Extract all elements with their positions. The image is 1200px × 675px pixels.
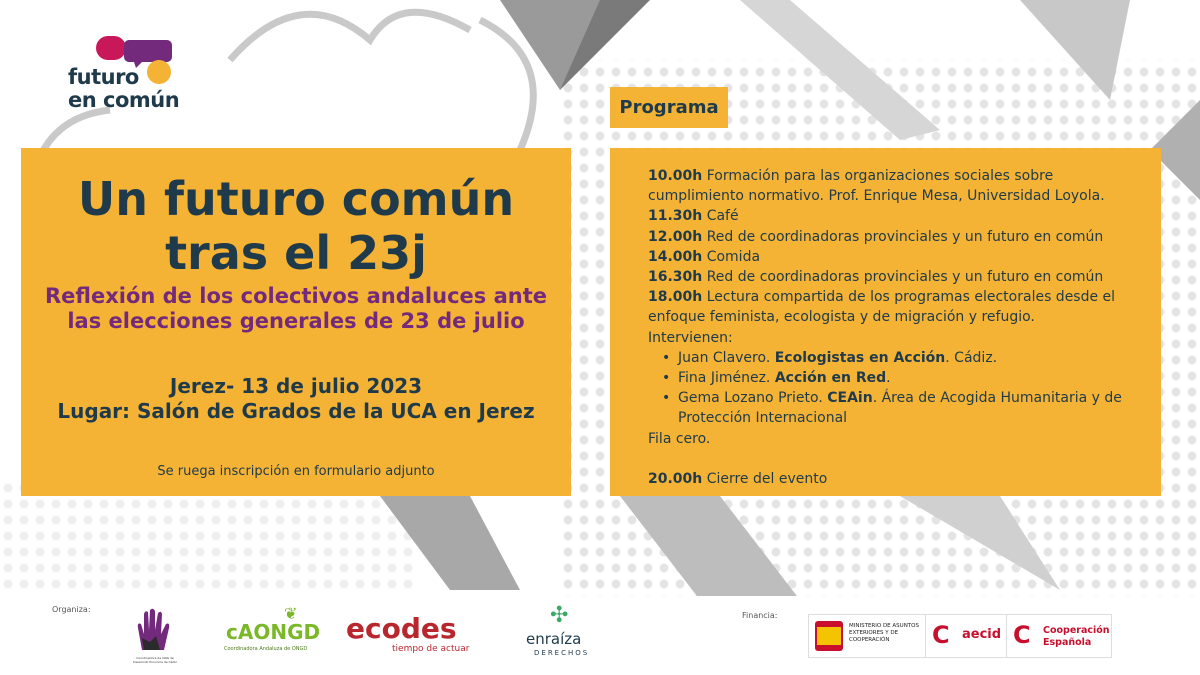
spacer xyxy=(648,449,1153,469)
speaker-item xyxy=(648,388,1153,408)
cooperacion-line-2: Española xyxy=(1043,637,1092,648)
programa-item xyxy=(648,287,1153,307)
caongd-caption: Coordinadora Andaluza de ONGD xyxy=(224,646,308,652)
fila-cero: Fila cero. xyxy=(648,430,711,447)
item-time: 12.00h xyxy=(648,228,703,245)
item-time: 10.00h xyxy=(648,168,703,184)
programa-item xyxy=(648,206,1153,226)
item-text: Formación para las organizaciones sociales sobre xyxy=(702,168,1054,184)
ecodes-wordmark: ecodes xyxy=(346,612,457,645)
programa-item xyxy=(648,166,1153,186)
cooperacion-c-icon: C xyxy=(1013,621,1031,649)
speaker-org: CEAin xyxy=(827,390,873,407)
item-time: 20.00h xyxy=(648,471,703,488)
hand-icon xyxy=(130,608,180,652)
organiza-label: Organiza: xyxy=(52,605,91,614)
speaker-item xyxy=(648,368,1153,388)
programa-item xyxy=(648,227,1153,247)
speaker-org: Ecologistas en Acción xyxy=(774,349,946,366)
programa-card xyxy=(610,148,1161,496)
event-place: Lugar: Salón de Grados de la UCA en Jerez xyxy=(57,399,535,423)
item-time: 11.30h xyxy=(648,208,703,225)
speaker-rest: . Cádiz. xyxy=(945,349,998,366)
programa-heading-label: Programa xyxy=(619,97,719,118)
title-line-1: Un futuro común xyxy=(77,172,515,226)
programa-item xyxy=(648,307,1153,327)
programa-item xyxy=(648,267,1153,287)
leaf-icon: ❦ xyxy=(284,604,298,623)
cooperacion-text xyxy=(1043,625,1110,649)
programa-item xyxy=(648,247,1153,267)
event-date: Jerez- 13 de julio 2023 xyxy=(169,374,423,398)
subtitle-line-2: las elecciones generales de 23 de julio xyxy=(67,309,525,333)
brand-wordmark xyxy=(68,66,179,112)
speaker-rest: . xyxy=(886,370,891,387)
cooperacion-espanola-logo xyxy=(1006,614,1112,658)
enraiza-wordmark: enraíza xyxy=(526,630,582,648)
enraiza-symbol-icon: ✣ xyxy=(550,603,569,628)
intervienen-label: Intervienen: xyxy=(648,329,733,346)
caongd-logo xyxy=(222,604,321,660)
programa-item-cierre xyxy=(648,469,1153,489)
item-text: cumplimiento normativo. Prof. Enrique Mesa, Universidad Loyola. xyxy=(648,188,1105,205)
item-text: Cierre del evento xyxy=(702,471,828,488)
item-time: 16.30h xyxy=(648,269,703,286)
event-card xyxy=(21,148,571,496)
speaker-org: Acción en Red xyxy=(774,370,887,387)
title-line-2: tras el 23j xyxy=(165,226,427,280)
speaker-name: Fina Jiménez. xyxy=(678,370,775,387)
item-text: Red de coordinadoras provinciales y un futuro en común xyxy=(702,228,1104,245)
item-text: Comida xyxy=(702,248,761,265)
org1-caption: Coordinadora de ONG de Desarrollo Provincia de Cádiz xyxy=(133,656,177,664)
event-date-place xyxy=(21,374,571,424)
coat-of-arms-inner xyxy=(817,627,841,645)
item-text: Red de coordinadoras provinciales y un futuro en común xyxy=(702,269,1104,286)
speaker-name: Gema Lozano Prieto. xyxy=(678,390,828,407)
event-title xyxy=(21,172,571,280)
item-text: enfoque feminista, ecologista y de migración y refugio. xyxy=(648,309,1035,326)
programa-list xyxy=(648,166,1153,489)
registration-note: Se ruega inscripción en formulario adjunto xyxy=(157,464,435,479)
item-time: 14.00h xyxy=(648,248,703,265)
event-subtitle xyxy=(21,284,571,334)
ecodes-tagline: tiempo de actuar xyxy=(392,644,470,654)
aecid-logo xyxy=(925,614,1007,658)
financia-label: Financia: xyxy=(742,611,778,620)
programa-heading xyxy=(610,87,728,128)
speaker-name: Juan Clavero. xyxy=(678,349,775,366)
ministerio-logo xyxy=(808,614,926,658)
enraiza-caption: DERECHOS xyxy=(534,649,590,657)
ministerio-text: MINISTERIO DE ASUNTOS EXTERIORES Y DE COOPERACIÓN xyxy=(849,623,919,643)
aecid-c-icon: C xyxy=(932,621,950,649)
speaker-rest: . Área de Acogida Humanitaria y de xyxy=(872,390,1122,407)
caongd-wordmark: cAONGD xyxy=(226,620,321,644)
cooperacion-line-1: Cooperación xyxy=(1043,625,1110,636)
subtitle-line-1: Reflexión de los colectivos andaluces ante xyxy=(45,284,547,308)
brand-line-1: futuro xyxy=(68,65,139,89)
brand-line-2: en común xyxy=(68,88,180,112)
enraiza-logo xyxy=(520,604,604,662)
speaker-item xyxy=(648,348,1153,368)
ecodes-logo xyxy=(346,614,476,658)
item-text: Lectura compartida de los programas electorales desde el xyxy=(702,289,1116,306)
org1-logo xyxy=(130,608,180,664)
item-text: Café xyxy=(702,208,739,225)
item-time: 18.00h xyxy=(648,289,703,306)
programa-item xyxy=(648,186,1153,206)
aecid-wordmark: aecid xyxy=(962,627,1002,642)
speaker-continuation: Protección Internacional xyxy=(678,410,848,427)
